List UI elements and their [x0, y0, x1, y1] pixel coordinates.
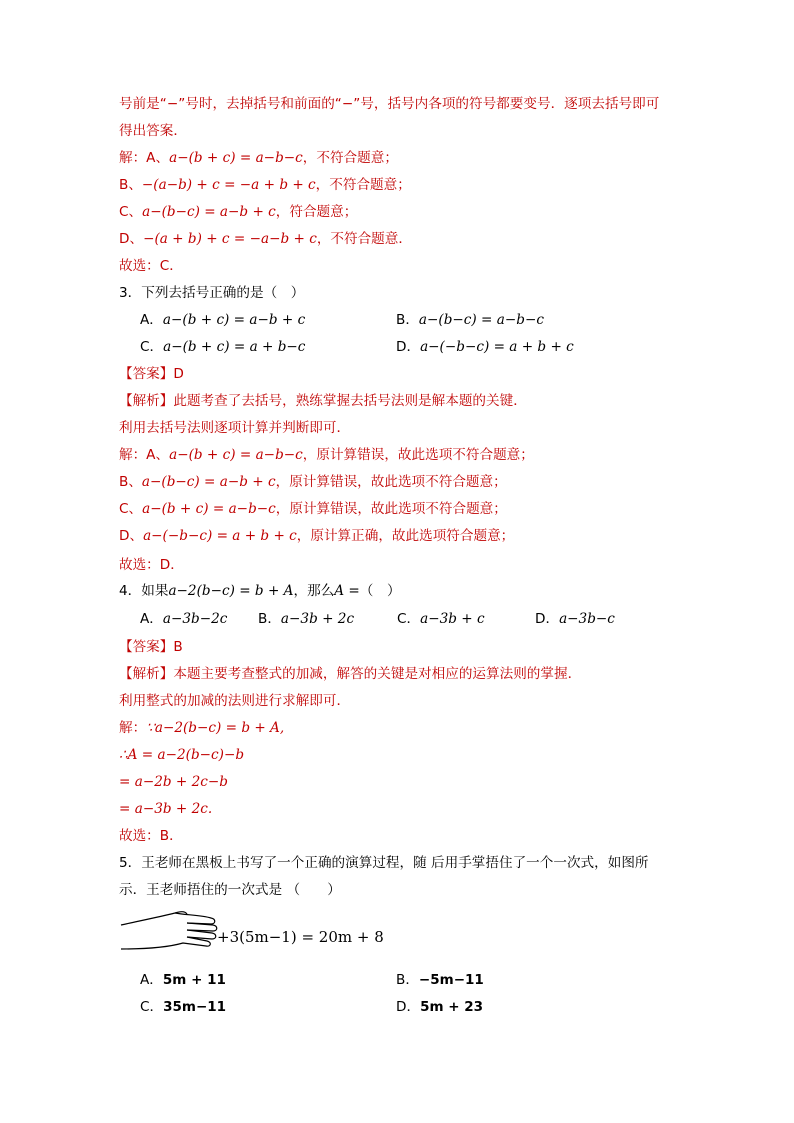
option-math: a−3b + c: [420, 611, 485, 627]
solution-text: ，不符合题意；: [315, 177, 411, 193]
q4-conclusion: 故选：B．: [119, 828, 183, 844]
answer-value: B: [173, 639, 183, 655]
option-label: B．: [396, 972, 419, 988]
q3-option-a: [140, 310, 305, 330]
analysis-text: 此题考查了去括号，熟练掌握去括号法则是解本题的关键．: [173, 393, 527, 409]
question-3-stem: 3．下列去括号正确的是（ ）: [119, 285, 305, 301]
stem-text: 4．如果: [119, 583, 169, 599]
q4-option-c: [397, 609, 485, 629]
solution-math: −(a−b) + c = −a + b + c: [141, 177, 316, 193]
q3-method: 利用去括号法则逐项计算并判断即可．: [119, 420, 351, 436]
option-math: a−3b−c: [559, 611, 615, 627]
stem-text: （ ）: [359, 583, 401, 599]
option-math: a−(b−c) = a−b−c: [418, 312, 544, 328]
answer-value: D: [173, 366, 184, 382]
solution-label: D、: [119, 528, 144, 544]
q3-option-d: [396, 337, 574, 357]
solution-label: 解：A、: [119, 150, 170, 166]
q4-solution-line: ∴A = a−2(b−c)−b: [119, 747, 245, 763]
option-label: B．: [396, 312, 419, 328]
q4-option-b: [258, 609, 354, 629]
option-label: B．: [258, 611, 281, 627]
solution-label: C、: [119, 501, 143, 517]
option-math: 5m + 23: [420, 999, 484, 1015]
solution-text: ，原计算错误，故此选项不符合题意；: [275, 474, 507, 490]
solution-text: ，不符合题意；: [302, 150, 398, 166]
analysis-tag: 【解析】: [119, 393, 174, 409]
solution-line: [119, 229, 412, 249]
q4-option-a: [140, 609, 227, 629]
solution-math: −(a + b) + c = −a−b + c: [143, 231, 317, 247]
q3-conclusion: 故选：D．: [119, 557, 184, 573]
solution-label: B、: [119, 474, 142, 490]
option-math: a−(b + c) = a + b−c: [163, 339, 306, 355]
q5-option-b: [396, 970, 484, 990]
solution-text: ，原计算错误，故此选项不符合题意；: [275, 501, 507, 517]
solution-math: a−(b−c) = a−b + c: [142, 204, 276, 220]
solution-math: a−(b−c) = a−b + c: [141, 474, 276, 490]
stem-text: ，那么: [293, 583, 335, 599]
option-math: a−(b + c) = a−b + c: [162, 312, 306, 328]
question-5-stem: 5．王老师在黑板上书写了一个正确的演算过程，随 后用手掌捂住了一个一次式，如图所: [119, 855, 649, 871]
solution-label: 解：: [119, 720, 147, 736]
solution-math: ∵a−2(b−c) = b + A,: [146, 720, 285, 736]
figure-equation: +3(5m−1) = 20m + 8: [217, 928, 384, 946]
q4-solution-line: = a−3b + 2c.: [119, 801, 213, 817]
question-5-stem: 示．王老师捂住的一次式是 （ ）: [119, 882, 341, 898]
option-label: A．: [140, 312, 163, 328]
q3-option-c: [140, 337, 305, 357]
option-label: C．: [140, 339, 164, 355]
q5-option-c: [140, 997, 226, 1017]
option-math: −5m−11: [418, 972, 484, 988]
solution-text: ，原计算正确，故此选项符合题意；: [296, 528, 515, 544]
option-math: 35m−11: [163, 999, 227, 1015]
q3-analysis: [119, 391, 527, 411]
solution-text: ，原计算错误，故此选项不符合题意；: [302, 447, 534, 463]
q5-option-d: [396, 997, 483, 1017]
conclusion-line: 故选：C．: [119, 258, 183, 274]
stem-math: A =: [334, 583, 360, 599]
option-label: C．: [397, 611, 421, 627]
option-math: 5m + 11: [162, 972, 226, 988]
option-label: D．: [535, 611, 560, 627]
option-label: D．: [396, 999, 421, 1015]
solution-math: a−(b + c) = a−b−c: [169, 447, 303, 463]
option-label: A．: [140, 972, 163, 988]
hand-figure: [119, 905, 219, 963]
q4-option-d: [535, 609, 615, 629]
solution-line: [119, 148, 398, 168]
option-label: C．: [140, 999, 164, 1015]
solution-label: 解：A、: [119, 447, 170, 463]
option-label: D．: [396, 339, 421, 355]
q3-solution-line: [119, 499, 507, 519]
q3-option-b: [396, 310, 544, 330]
option-math: a−3b + 2c: [280, 611, 355, 627]
option-math: a−3b−2c: [162, 611, 228, 627]
question-4-stem: [119, 581, 401, 601]
solution-line: [119, 175, 411, 195]
solution-text: ，不符合题意．: [316, 231, 412, 247]
answer-tag: 【答案】: [119, 639, 174, 655]
q3-answer: [119, 364, 184, 384]
solution-label: D、: [119, 231, 144, 247]
q4-analysis: [119, 664, 581, 684]
q4-method: 利用整式的加减的法则进行求解即可．: [119, 693, 351, 709]
solution-math: a−(b + c) = a−b−c: [169, 150, 303, 166]
analysis-tag: 【解析】: [119, 666, 174, 682]
q3-solution-line: [119, 445, 534, 465]
analysis-continuation-line: 号前是“−”号时，去掉括号和前面的“−”号，括号内各项的符号都要变号．逐项去括号即可: [119, 96, 660, 112]
answer-tag: 【答案】: [119, 366, 174, 382]
solution-math: a−(b + c) = a−b−c: [142, 501, 276, 517]
solution-line: [119, 202, 357, 222]
analysis-continuation-line: 得出答案．: [119, 123, 187, 139]
option-label: A．: [140, 611, 163, 627]
option-math: a−(−b−c) = a + b + c: [420, 339, 574, 355]
q3-solution-line: [119, 526, 514, 546]
solution-label: B、: [119, 177, 142, 193]
q4-solution-line: = a−2b + 2c−b: [119, 774, 228, 790]
solution-label: C、: [119, 204, 143, 220]
q3-solution-line: [119, 472, 507, 492]
solution-text: ，符合题意；: [275, 204, 358, 220]
q4-solution-line: [119, 718, 284, 738]
solution-math: a−(−b−c) = a + b + c: [143, 528, 297, 544]
q5-option-a: [140, 970, 226, 990]
analysis-text: 本题主要考查整式的加减，解答的关键是对相应的运算法则的掌握．: [173, 666, 582, 682]
q4-answer: [119, 637, 183, 657]
stem-math: a−2(b−c) = b + A: [168, 583, 294, 599]
